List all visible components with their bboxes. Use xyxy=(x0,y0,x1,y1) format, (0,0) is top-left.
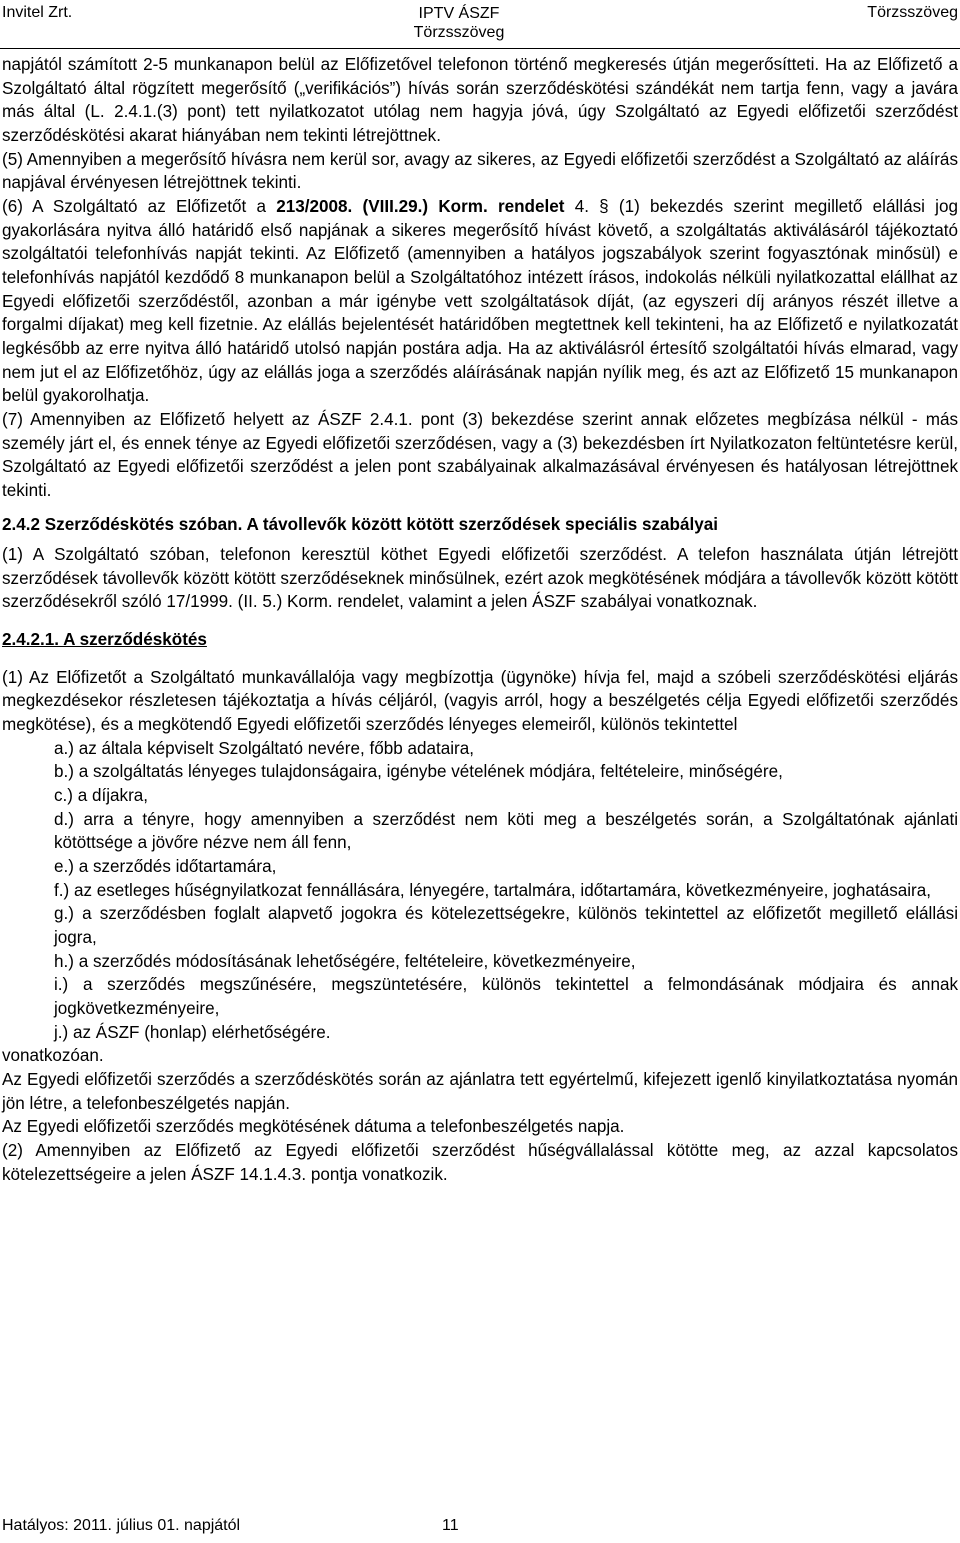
paragraph-6-part-b: 4. § (1) bekezdés szerint megillető elállási jog gyakorlására nyitva álló határidő első napjának a sikeres megerősítő hívást követő, a szolgáltatás aktiválásáról tájékoztató szolgáltatói telefonhívás napját tekinti. Az Előfizető (amennyiben a hatályos jogszabályok szerint fogyasztónak minősül) e telefonhívás napjától kezdődő 8 munkanapon belül a Szolgáltatóhoz intézett írásos, indokolás nélküli nyilatkozattal elállhat az Egyedi előfizetői szerződéstől, azonban a már igénybe vett szolgáltatások díját, (az egyszeri díj arányos részét illetve a forgalmi díjakat) meg kell fizetnie. Az elállás bejelentését határidőben megtettnek kell tekinteni, ha az Előfizető e nyilatkozatát legkésőbb az erre nyitva álló határidő utolsó napján postára adja. Ha az aktiválásról értesítő szolgáltatói hívás elmarad, vagy nem jut el az Előfizetőhöz, úgy az elállás joga a szerződés aláírásának napján nyílik meg, és azt az Előfizető 15 munkanapon belül gyakorolhatja. xyxy=(2,196,958,406)
regulation-reference: 213/2008. (VIII.29.) Korm. rendelet xyxy=(276,196,565,216)
list-item: d.) arra a tényre, hogy amennyiben a szerződést nem köti meg a beszélgetés során, a Szolgáltatónak ajánlati kötöttsége a jövőre nézve nem áll fenn, xyxy=(54,809,958,853)
list-item: b.) a szolgáltatás lényeges tulajdonságaira, igénybe vételének módjára, feltételeire, minőségére, xyxy=(54,762,783,782)
paragraph-7: (7) Amennyiben az Előfizető helyett az ÁSZF 2.4.1. pont (3) bekezdése szerint annak előzetes megbízása nélkül - más személy járt el, és ennek ténye az Egyedi előfizetői szerződésen, vagy a (3) bekezdésben írt Nyilatkozaton feltüntetésre kerül, Szolgáltató az Egyedi előfizetői szerződést a jelen pont szabályainak alkalmazásával érvényesen és hatályosan létrejöttnek tekinti. xyxy=(2,409,958,500)
header-document-title xyxy=(359,4,559,42)
header-title-line1: IPTV ÁSZF xyxy=(418,5,500,22)
page-number: 11 xyxy=(442,1517,459,1534)
list-item: e.) a szerződés időtartamára, xyxy=(54,857,277,876)
header-title-line2: Törzsszöveg xyxy=(413,24,505,41)
page-footer xyxy=(2,1517,702,1535)
effective-date: Hatályos: 2011. július 01. napjától xyxy=(2,1517,241,1534)
paragraph-call-info: (1) Az Előfizetőt a Szolgáltató munkavállalója vagy megbízottja (ügynöke) hívja fel, majd a szóbeli szerződéskötési eljárás megkezdésekor részletesen tájékoztatja a hívás céljáról, (vagyis arról, hogy a beszélgetés célja Egyedi előfizetői szerződés megkötése), és a megkötendő Egyedi előfizetői szerződés lényeges elemeiről, különös tekintettel xyxy=(2,667,958,735)
paragraph-contract-formation: Az Egyedi előfizetői szerződés a szerződéskötés során az ajánlatra tett egyértelmű, kifejezett igenlő kinyilatkoztatása nyomán jön létre, a telefonbeszélgetés napján. xyxy=(2,1069,958,1113)
list-item: i.) a szerződés megszűnésére, megszüntetésére, különös tekintettel a felmondásának módjaira és annak jogkövetkezményeire, xyxy=(54,975,958,1018)
header-company: Invitel Zrt. xyxy=(2,4,73,21)
paragraph-loyalty: (2) Amennyiben az Előfizető az Egyedi előfizetői szerződést hűségvállalással kötötte meg, az azzal kapcsolatos kötelezettségeire a jelen ÁSZF 14.1.4.3. pontja vonatkozik. xyxy=(2,1140,958,1184)
paragraph-6-part-a: (6) A Szolgáltató az Előfizetőt a xyxy=(2,196,277,216)
subsection-heading: 2.4.2.1. A szerződéskötés xyxy=(2,630,207,650)
header-section: Törzsszöveg xyxy=(867,4,958,21)
list-item: h.) a szerződés módosításának lehetőségére, feltételeire, következményeire, xyxy=(54,951,636,971)
header-divider xyxy=(0,48,960,49)
paragraph-oral-contract: (1) A Szolgáltató szóban, telefonon keresztül köthet Egyedi előfizetői szerződést. A telefon használata útján létrejött szerződések távollevők között kötött szerződéseknek minősülnek, ezért azok megkötésének módjára a távollevők között kötött szerződésekről szóló 17/1999. (II. 5.) Korm. rendelet, valamint a jelen ÁSZF szabályai vonatkoznak. xyxy=(2,545,958,612)
paragraph-contract-date: Az Egyedi előfizetői szerződés megkötésének dátuma a telefonbeszélgetés napja. xyxy=(2,1117,625,1137)
section-heading: 2.4.2 Szerződéskötés szóban. A távollevők között kötött szerződések speciális szabályai xyxy=(2,515,718,535)
list-item: g.) a szerződésben foglalt alapvető jogokra és kötelezettségekre, különös tekintettel az előfizetőt megillető elállási jogra, xyxy=(54,904,958,947)
paragraph-verification: napjától számított 2-5 munkanapon belül az Előfizetővel telefonon történő megkeresés útján megerősítteti. Ha az Előfizető a Szolgáltató által rögzített megerősítő („verifikációs”) hívás során szerződéskötési szándékát nem tartja fenn, vagy a javára más által (L. 2.4.1.(3) pont) tett nyilatkozatot utólag nem hagyja jóvá, úgy Szolgáltató az Egyedi előfizetői szerződést szerződéskötési akarat hiányában nem tekinti létrejöttnek. xyxy=(2,55,958,145)
paragraph-6 xyxy=(2,195,958,408)
list-item: f.) az esetleges hűségnyilatkozat fennállására, lényegére, tartalmára, időtartamára, következményeire, joghatásaira, xyxy=(54,880,931,900)
paragraph-concerning: vonatkozóan. xyxy=(2,1046,104,1066)
list-item: c.) a díjakra, xyxy=(54,786,149,806)
document-body xyxy=(2,53,958,1186)
page-header xyxy=(0,0,960,50)
list-item: a.) az általa képviselt Szolgáltató nevére, főbb adataira, xyxy=(54,738,474,758)
paragraph-5: (5) Amennyiben a megerősítő hívásra nem kerül sor, avagy az sikeres, az Egyedi előfizetői szerződést a Szolgáltató az aláírás napjával érvényesen létrejöttnek tekinti. xyxy=(2,149,958,193)
info-list xyxy=(2,737,958,1045)
list-item: j.) az ÁSZF (honlap) elérhetőségére. xyxy=(54,1022,331,1042)
